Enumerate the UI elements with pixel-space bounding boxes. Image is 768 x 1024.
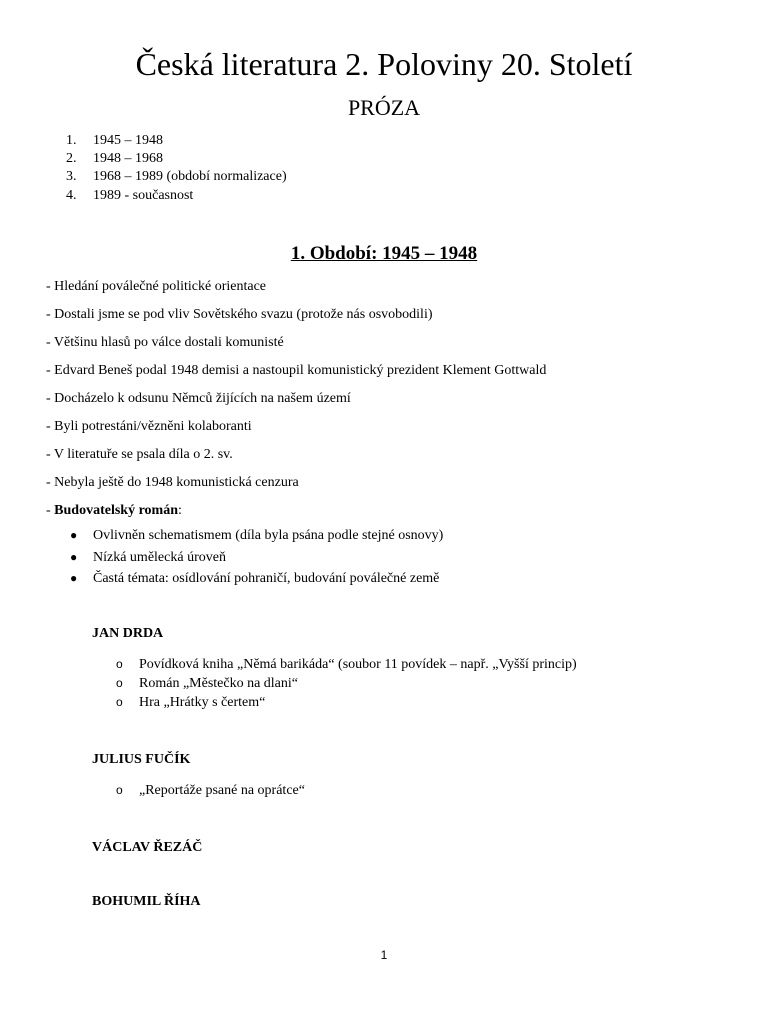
list-text: 1989 - současnost	[93, 187, 194, 203]
circle-bullet-icon: o	[116, 676, 123, 690]
circle-bullet-icon: o	[116, 695, 123, 709]
list-item	[70, 525, 443, 547]
bullet-icon: ●	[70, 571, 78, 585]
list-item	[66, 187, 287, 205]
list-text: 1945 – 1948	[93, 133, 163, 148]
list-item: - Hledání poválečné politické orientace	[46, 279, 267, 294]
list-text: Povídková kniha „Němá barikáda“ (soubor 11 povídek – např. „Vyšší princip)	[139, 657, 577, 672]
circle-bullet-icon: o	[116, 657, 123, 671]
list-number: 4.	[66, 187, 77, 203]
periods-list	[66, 132, 287, 205]
author-heading-julius-fucik: JULIUS FUČÍK	[92, 752, 191, 767]
list-item	[66, 132, 287, 150]
jan-drda-works	[116, 655, 577, 712]
list-text: Častá témata: osídlování pohraničí, budování poválečné země	[93, 571, 440, 586]
period-points-list	[46, 273, 546, 525]
list-item	[116, 693, 577, 712]
julius-fucik-works	[116, 781, 305, 800]
list-item	[116, 674, 577, 693]
circle-bullet-icon: o	[116, 783, 123, 797]
list-item: - Dostali jsme se pod vliv Sovětského svazu (protože nás osvobodili)	[46, 307, 433, 322]
document-subtitle: PRÓZA	[347, 95, 421, 120]
author-heading-bohumil-riha: BOHUMIL ŘÍHA	[92, 894, 201, 909]
section-heading: 1. Období: 1945 – 1948	[290, 243, 478, 264]
list-item: - Nebyla ještě do 1948 komunistická cenzura	[46, 475, 299, 490]
list-item: - Edvard Beneš podal 1948 demisi a nastoupil komunistický prezident Klement Gottwald	[46, 363, 547, 378]
list-item	[70, 547, 443, 569]
list-item	[116, 781, 305, 800]
budovatelsky-bullets	[70, 525, 443, 590]
bullet-icon: ●	[70, 528, 78, 542]
list-item	[70, 568, 443, 590]
list-text: Hra „Hrátky s čertem“	[139, 695, 266, 710]
page-number: 1	[380, 948, 388, 962]
list-item: - Docházelo k odsunu Němců žijících na našem území	[46, 391, 351, 406]
budovatelsky-suffix: :	[178, 503, 182, 518]
list-item: - Většinu hlasů po válce dostali komunisté	[46, 335, 284, 350]
list-text: Nízká umělecká úroveň	[93, 549, 226, 565]
list-number: 2.	[66, 151, 77, 167]
budovatelsky-prefix: -	[46, 503, 55, 518]
list-text: 1948 – 1968	[93, 151, 163, 167]
author-heading-jan-drda: JAN DRDA	[92, 626, 164, 641]
list-item: - Byli potrestáni/vězněni kolaboranti	[46, 419, 252, 434]
budovatelsky-term: Budovatelský román	[54, 503, 178, 518]
document-title: Česká literatura 2. Poloviny 20. Století	[135, 46, 633, 82]
list-item	[116, 655, 577, 674]
list-text: „Reportáže psané na oprátce“	[139, 783, 305, 798]
list-number: 1.	[66, 133, 77, 148]
list-item	[66, 150, 287, 168]
list-item: - V literatuře se psala díla o 2. sv.	[46, 447, 233, 462]
list-item	[66, 168, 287, 186]
bullet-icon: ●	[70, 549, 78, 564]
list-text: Román „Městečko na dlani“	[139, 676, 299, 691]
list-item	[46, 497, 546, 525]
list-text: 1968 – 1989 (období normalizace)	[93, 169, 287, 185]
list-text: Ovlivněn schematismem (díla byla psána podle stejné osnovy)	[93, 528, 444, 543]
list-number: 3.	[66, 169, 77, 185]
author-heading-vaclav-rezac: VÁCLAV ŘEZÁČ	[92, 840, 203, 855]
